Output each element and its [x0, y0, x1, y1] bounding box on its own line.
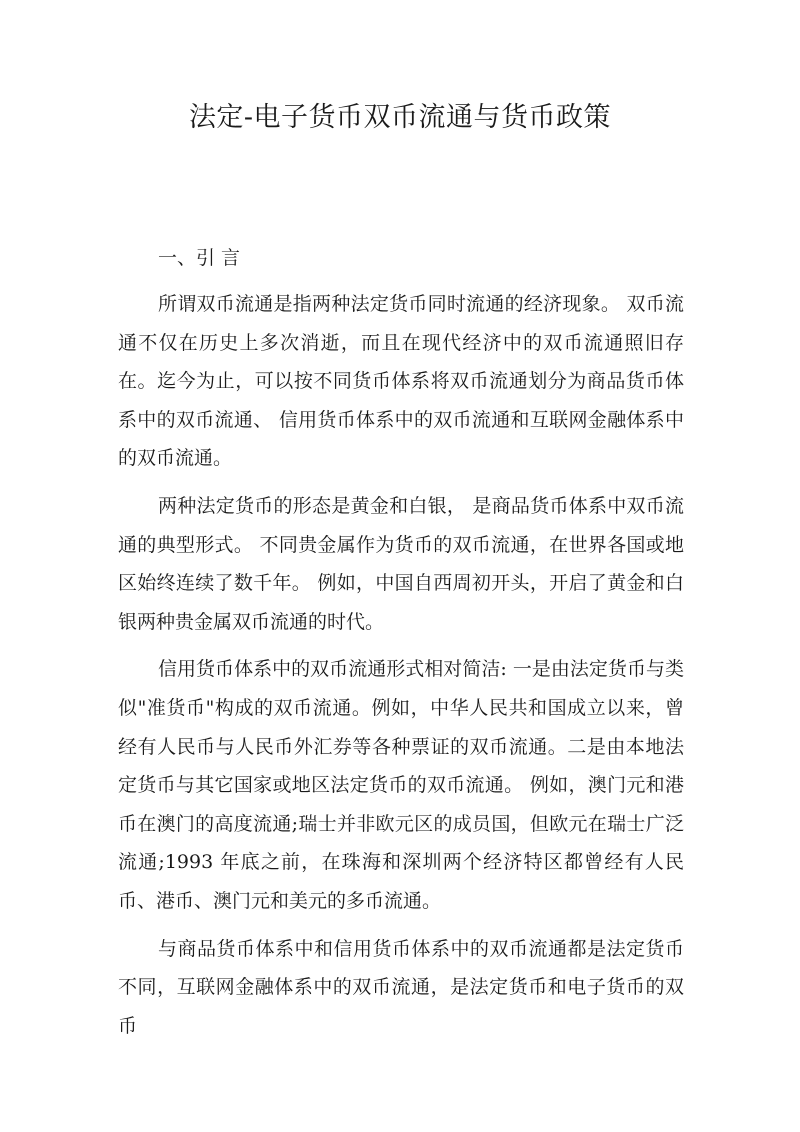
document-title: 法定-电子货币双币流通与货币政策	[188, 102, 612, 133]
paragraph-3: 信用货币体系中的双币流通形式相对简洁: 一是由法定货币与类似"准货币"构成的双币流通。例如，中华人民共和国成立以来，曾经有人民币与人民币外汇券等各种票证的双币流通。二是由本地法定货币与其它国家或地区法定货币的双币流通。 例如，澳门元和港币在澳门的高度流通;瑞士并非欧元区的成员国，但欧元在瑞士广泛流通;1993 年底之前，在珠海和深圳两个经济特区都曾经有人民币、港币、澳门元和美元的多币流通。	[118, 658, 684, 912]
paragraph-2: 两种法定货币的形态是黄金和白银， 是商品货币体系中双币流通的典型形式。 不同贵金属作为货币的双币流通，在世界各国或地区始终连续了数千年。 例如，中国自西周初开头，开启了黄金和白银两种贵金属双币流通的时代。	[118, 494, 684, 633]
paragraph-4: 与商品货币体系中和信用货币体系中的双币流通都是法定货币不同，互联网金融体系中的双币流通，是法定货币和电子货币的双币	[118, 937, 684, 1037]
document-body	[118, 240, 684, 1045]
paragraph-1: 所谓双币流通是指两种法定货币同时流通的经济现象。 双币流通不仅在历史上多次消逝，而且在现代经济中的双币流通照旧存在。迄今为止，可以按不同货币体系将双币流通划分为商品货币体系中的双币流通、 信用货币体系中的双币流通和互联网金融体系中的双币流通。	[118, 293, 684, 470]
section-heading: 一、引 言	[158, 247, 241, 269]
